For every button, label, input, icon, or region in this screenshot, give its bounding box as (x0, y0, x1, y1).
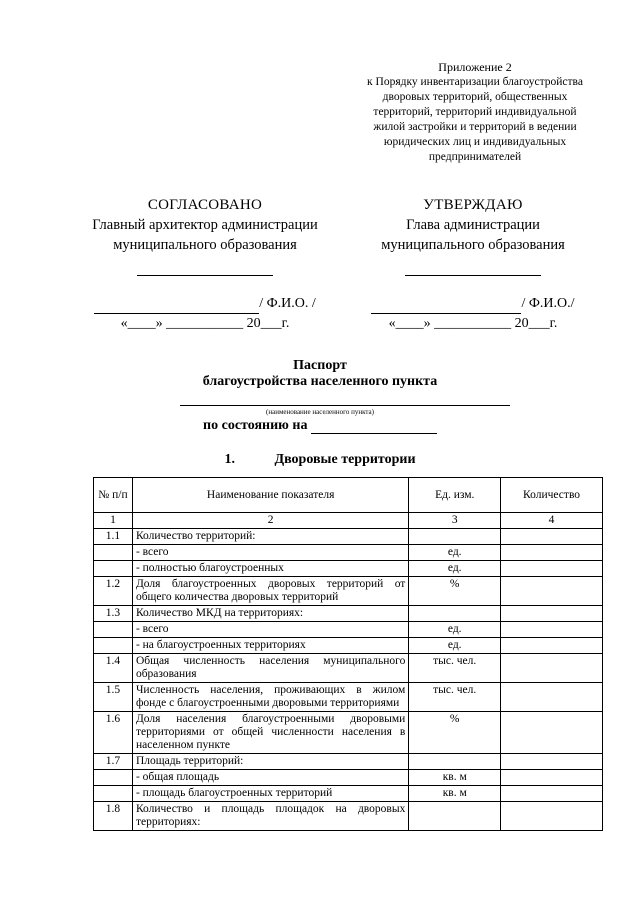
row-unit: ед. (409, 561, 501, 577)
row-number: 1.8 (94, 802, 133, 831)
row-unit (409, 606, 501, 622)
annex-line: жилой застройки и территорий в ведении (373, 121, 577, 133)
table-row (94, 545, 603, 561)
row-quantity (501, 622, 603, 638)
settlement-name-line (180, 405, 510, 406)
row-unit: % (409, 712, 501, 754)
row-quantity (501, 529, 603, 545)
table-header-row (94, 478, 603, 513)
table-row (94, 622, 603, 638)
row-unit: ед. (409, 545, 501, 561)
row-indicator: Численность населения, проживающих в жилом фонде с благоустроенными дворовыми территориями (132, 683, 408, 712)
row-quantity (501, 545, 603, 561)
doc-subtitle: благоустройства населенного пункта (202, 374, 438, 389)
row-unit: % (409, 577, 501, 606)
annex-title: Приложение 2 (438, 60, 512, 74)
approved-position-line1: Глава администрации (406, 217, 540, 233)
table-row (94, 654, 603, 683)
annex-line: к Порядку инвентаризации благоустройства (367, 76, 583, 88)
section-number: 1. (224, 452, 235, 467)
agreed-fio-line (70, 294, 340, 314)
approved-fio-line (338, 294, 608, 314)
row-indicator: Доля населения благоустроенными дворовыми территориями от общей численности населения в населенном пункте (132, 712, 408, 754)
row-unit: ед. (409, 622, 501, 638)
approved-heading: УТВЕРЖДАЮ (423, 197, 523, 213)
row-quantity (501, 638, 603, 654)
row-number: 1.3 (94, 606, 133, 622)
row-indicator: Общая численность населения муниципального образования (132, 654, 408, 683)
row-indicator: - на благоустроенных территориях (132, 638, 408, 654)
row-unit: тыс. чел. (409, 654, 501, 683)
header-indicator: Наименование показателя (132, 478, 408, 513)
approval-left (70, 195, 340, 334)
row-number (94, 561, 133, 577)
row-quantity (501, 802, 603, 831)
row-unit: кв. м (409, 770, 501, 786)
row-unit (409, 529, 501, 545)
table-row (94, 712, 603, 754)
approved-position-line2: муниципального образования (381, 237, 565, 253)
table-row (94, 561, 603, 577)
row-number (94, 638, 133, 654)
annex-line: территорий, территорий индивидуальной (373, 106, 577, 118)
row-quantity (501, 786, 603, 802)
row-unit (409, 754, 501, 770)
row-unit: тыс. чел. (409, 683, 501, 712)
state-label: по состоянию на (203, 418, 308, 433)
annex-block (345, 60, 605, 165)
agreed-position-line2: муниципального образования (113, 237, 297, 253)
table-row (94, 529, 603, 545)
row-unit (409, 802, 501, 831)
approved-fio: / Ф.И.О./ (521, 296, 575, 311)
agreed-heading: СОГЛАСОВАНО (147, 197, 263, 213)
row-quantity (501, 577, 603, 606)
row-quantity (501, 561, 603, 577)
row-number: 1.5 (94, 683, 133, 712)
row-quantity (501, 606, 603, 622)
row-number: 1.2 (94, 577, 133, 606)
state-date-line (0, 418, 640, 434)
table-row (94, 683, 603, 712)
table-row (94, 754, 603, 770)
agreed-position-line1: Главный архитектор администрации (92, 217, 318, 233)
agreed-fio: / Ф.И.О. / (259, 296, 316, 311)
row-indicator: - площадь благоустроенных территорий (132, 786, 408, 802)
doc-title: Паспорт (293, 358, 347, 373)
row-indicator: - общая площадь (132, 770, 408, 786)
row-unit: ед. (409, 638, 501, 654)
row-quantity (501, 654, 603, 683)
row-number: 1.7 (94, 754, 133, 770)
row-quantity (501, 712, 603, 754)
row-indicator: - полностью благоустроенных (132, 561, 408, 577)
row-number (94, 545, 133, 561)
annex-line: юридических лиц и индивидуальных (383, 136, 567, 148)
row-number (94, 622, 133, 638)
table-row (94, 802, 603, 831)
table-body (94, 529, 603, 831)
column-number-row: 1 2 3 4 (94, 513, 603, 529)
annex-line: предпринимателей (428, 151, 522, 163)
row-number: 1.4 (94, 654, 133, 683)
settlement-name-caption: (наименование населенного пункта) (266, 408, 374, 416)
header-number: № п/п (94, 478, 133, 513)
row-indicator: - всего (132, 622, 408, 638)
approval-right (338, 195, 608, 334)
row-number: 1.6 (94, 712, 133, 754)
annex-line: дворовых территорий, общественных (382, 91, 568, 103)
table-row (94, 577, 603, 606)
section-heading (0, 452, 640, 468)
row-unit: кв. м (409, 786, 501, 802)
indicators-table (93, 477, 603, 831)
row-indicator: Доля благоустроенных дворовых территорий от общего количества дворовых территорий (132, 577, 408, 606)
agreed-date: «____» ___________ 20___г. (120, 316, 290, 331)
approved-date: «____» ___________ 20___г. (388, 316, 558, 331)
section-title: Дворовые территории (274, 452, 416, 467)
table-row (94, 606, 603, 622)
row-indicator: - всего (132, 545, 408, 561)
row-indicator: Количество территорий: (132, 529, 408, 545)
row-number (94, 770, 133, 786)
row-indicator: Площадь территорий: (132, 754, 408, 770)
header-quantity: Количество (501, 478, 603, 513)
row-number: 1.1 (94, 529, 133, 545)
row-number (94, 786, 133, 802)
row-quantity (501, 754, 603, 770)
row-quantity (501, 683, 603, 712)
agreed-blank-line (137, 261, 273, 276)
row-quantity (501, 770, 603, 786)
table-row (94, 638, 603, 654)
row-indicator: Количество МКД на территориях: (132, 606, 408, 622)
header-unit: Ед. изм. (409, 478, 501, 513)
table-row (94, 786, 603, 802)
approved-blank-line (405, 261, 541, 276)
table-row (94, 770, 603, 786)
row-indicator: Количество и площадь площадок на дворовых территориях: (132, 802, 408, 831)
